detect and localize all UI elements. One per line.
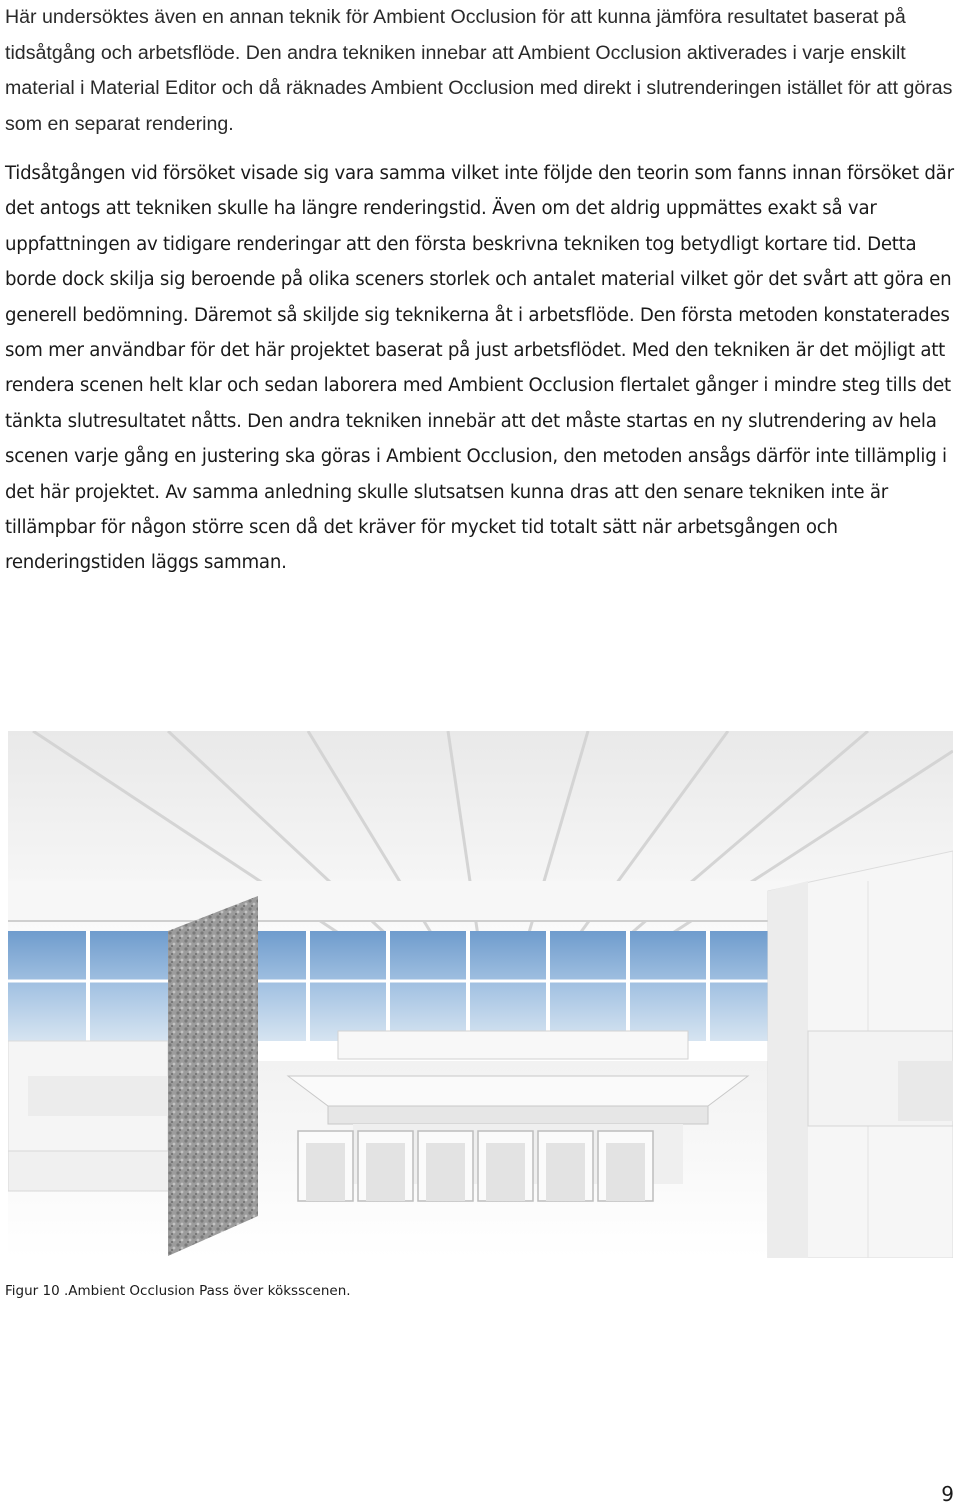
- stone-wall: [168, 896, 258, 1256]
- back-counter: [338, 1031, 688, 1059]
- island-front: [328, 1106, 708, 1124]
- right-pillar: [768, 881, 808, 1258]
- figure-render-image: [8, 731, 953, 1258]
- page-number: 9: [941, 1482, 954, 1506]
- figure-caption: Figur 10 .Ambient Occlusion Pass över köksscenen.: [5, 1283, 351, 1299]
- island-top: [288, 1076, 748, 1106]
- kitchen-scene-render: [8, 731, 953, 1258]
- body-paragraph-2: Tidsåtgången vid försöket visade sig vara samma vilket inte följde den teorin som fanns innan försöket där det antogs att tekniken skulle ha längre renderingstid. Även om det aldrig uppmättes exakt så var uppfattningen av tidigare renderingar att den första beskrivna tekniken tog betydligt kortare tid. Detta borde dock skilja sig beroende på olika sceners storlek och antalet material vilket gör det svårt att göra en generell bedömning. Däremot så skiljde sig teknikerna åt i arbetsflöde. Den första metoden konstaterades som mer användbar för det här projektet baserat på just arbetsflödet. Med den tekniken är det möjligt att rendera scenen helt klar och sedan laborera med Ambient Occlusion flertalet gånger i mindre steg tills det tänkta slutresultatet nåtts. Den andra tekniken innebär att det måste startas en ny slutrendering av hela scenen varje gång en justering ska göras i Ambient Occlusion, den metoden ansågs därför inte tillämplig i det här projektet. Av samma anledning skulle slutsatsen kunna dras att den senare tekniken inte är tillämpbar för någon större scen då det kräver för mycket tid totalt sätt när arbetsgången och renderingstiden läggs samman.: [5, 163, 954, 574]
- body-paragraph-1: Här undersöktes även en annan teknik för Ambient Occlusion för att kunna jämföra resultatet baserat på tidsåtgång och arbetsflöde. Den andra tekniken innebar att Ambient Occlusion aktiverades i varje enskilt material i Material Editor och då räknades Ambient Occlusion med direkt i slutrenderingen istället för att göras som en separat rendering.: [5, 6, 953, 135]
